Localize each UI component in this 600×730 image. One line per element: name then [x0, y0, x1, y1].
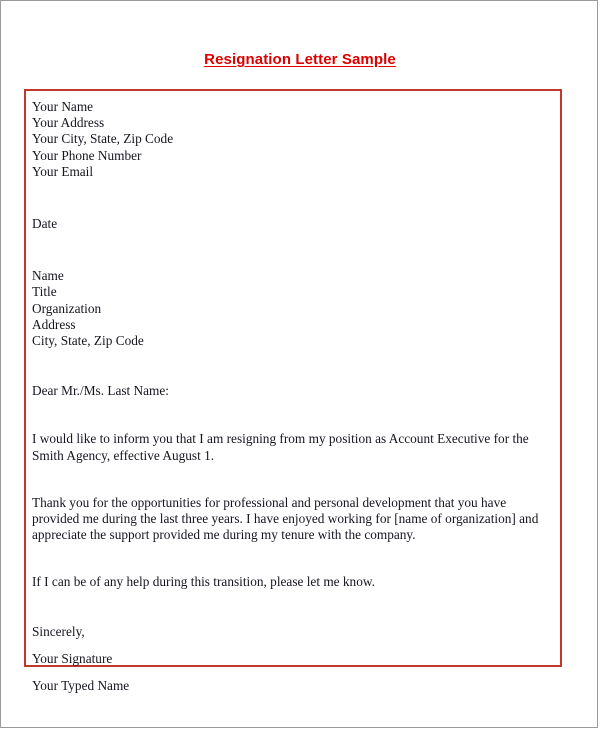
spacer-after-paragraph-3: [32, 591, 554, 618]
recipient-title-line: Title: [32, 284, 57, 300]
letter-body-box: [24, 89, 562, 693]
recipient-name-line: Name: [32, 268, 64, 284]
recipient-city-line: City, State, Zip Code: [32, 333, 144, 349]
spacer-after-paragraph-2: [32, 543, 554, 574]
body-paragraph-2: Thank you for the opportunities for professional and personal development that you have provided me during the last three years. I have enjoyed working for [name of organization] and appreciate the support provided me during my tenure with the company.: [32, 494, 542, 543]
typed-name-line: Your Typed Name: [32, 677, 130, 693]
spacer-after-date: [32, 232, 554, 268]
page-title: Resignation Letter Sample: [204, 51, 396, 68]
spacer-after-recipient: [32, 349, 554, 383]
date-line: Date: [32, 216, 58, 232]
salutation-line: Dear Mr./Ms. Last Name:: [32, 383, 170, 399]
body-paragraph-3: If I can be of any help during this transition, please let me know.: [32, 574, 375, 590]
sender-phone-line: Your Phone Number: [32, 147, 142, 163]
sender-name-line: Your Name: [32, 99, 94, 114]
sender-city-line: Your City, State, Zip Code: [32, 131, 174, 147]
spacer-after-salutation: [32, 399, 554, 431]
spacer-after-sender: [32, 180, 554, 216]
recipient-address-block: [32, 268, 554, 349]
recipient-address-line: Address: [32, 316, 76, 332]
spacer-after-paragraph-1: [32, 464, 554, 495]
sender-address-line: Your Address: [32, 115, 105, 131]
signature-line: Your Signature: [32, 650, 113, 666]
sender-address-block: [32, 99, 554, 180]
body-paragraph-1: I would like to inform you that I am resigning from my position as Account Executive for the Smith Agency, effective August 1.: [32, 431, 533, 463]
closing-line: Sincerely,: [32, 623, 85, 639]
recipient-organization-line: Organization: [32, 300, 102, 316]
sender-email-line: Your Email: [32, 163, 94, 179]
